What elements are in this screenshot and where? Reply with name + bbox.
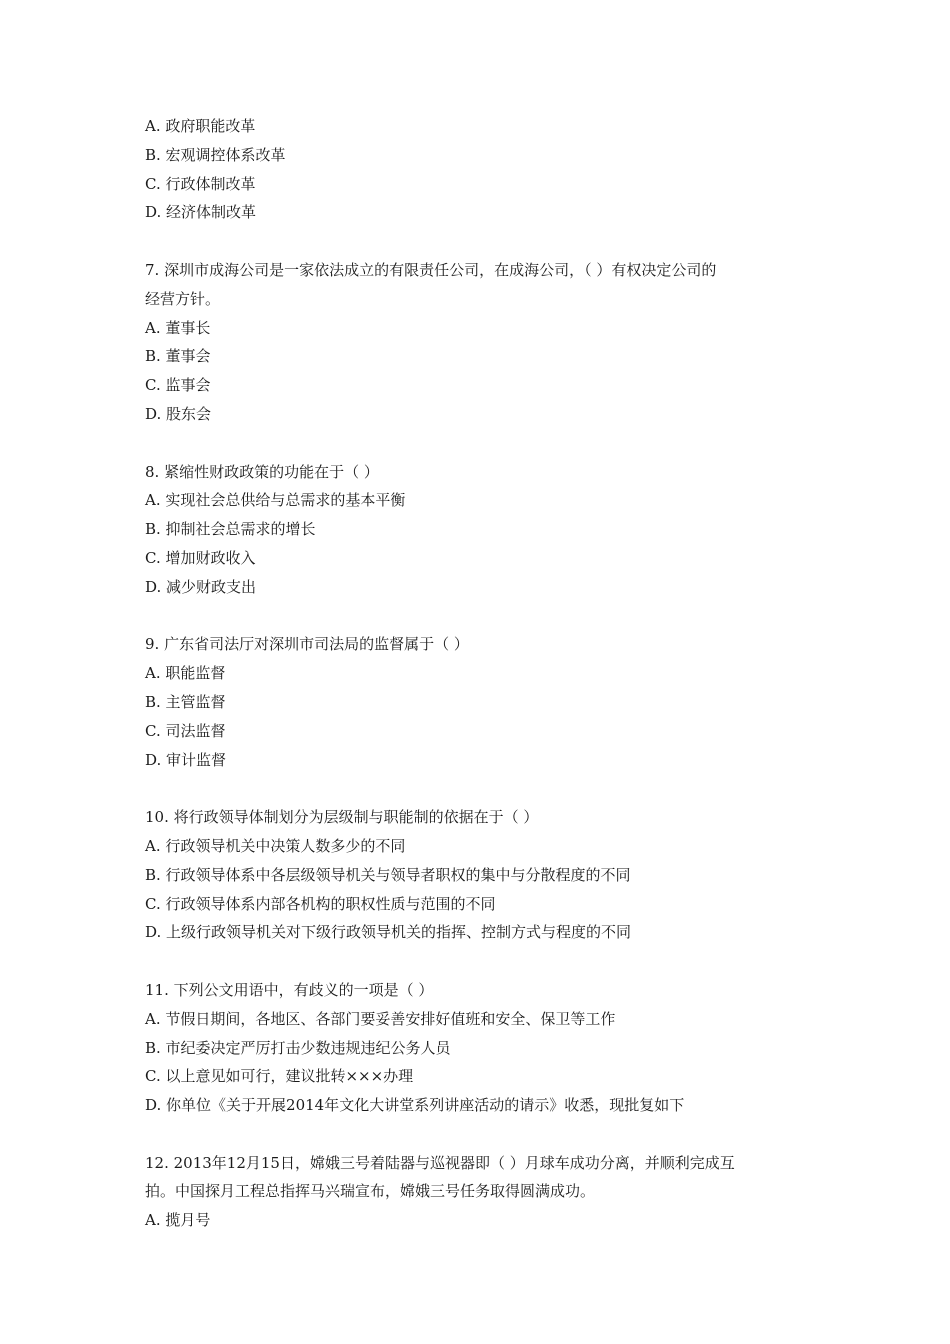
option-a: A. 行政领导机关中决策人数多少的不同: [145, 836, 406, 855]
option-b: B. 行政领导体系中各层级领导机关与领导者职权的集中与分散程度的不同: [145, 865, 631, 884]
question-stem: 11. 下列公文用语中，有歧义的一项是（ ）: [145, 980, 434, 999]
option-c: C. 以上意见如可行，建议批转×××办理: [145, 1067, 414, 1086]
question-10: [145, 803, 805, 947]
option-a: A. 节假日期间，各地区、各部门要妥善安排好值班和安全、保卫等工作: [145, 1009, 616, 1028]
option-d: D. 减少财政支出: [145, 577, 257, 596]
option-c: C. 行政领导体系内部各机构的职权性质与范围的不同: [145, 894, 496, 913]
question-12: [145, 1149, 805, 1235]
option-d: D. 你单位《关于开展2014年文化大讲堂系列讲座活动的请示》收悉，现批复如下: [145, 1096, 685, 1115]
option-d: D. 审计监督: [145, 750, 227, 769]
option-d: D. 经济体制改革: [145, 203, 257, 222]
question-8: [145, 458, 805, 602]
option-a: A. 实现社会总供给与总需求的基本平衡: [145, 491, 406, 510]
option-a: A. 揽月号: [145, 1211, 211, 1230]
option-c: C. 监事会: [145, 376, 211, 395]
question-11: [145, 976, 805, 1120]
option-c: C. 行政体制改革: [145, 174, 256, 193]
question-list: [145, 112, 805, 1235]
option-a: A. 董事长: [145, 318, 211, 337]
question-7: [145, 256, 805, 429]
option-a: A. 职能监督: [145, 664, 226, 683]
spacer: [145, 947, 805, 976]
option-b: B. 董事会: [145, 347, 211, 366]
option-b: B. 主管监督: [145, 692, 226, 711]
spacer: [145, 227, 805, 256]
option-c: C. 司法监督: [145, 721, 226, 740]
question-stem: 12. 2013年12月15日，嫦娥三号着陆器与巡视器即（ ）月球车成功分离，并顺利完成互: [145, 1153, 735, 1172]
option-b: B. 宏观调控体系改革: [145, 145, 286, 164]
question-stem: 8. 紧缩性财政政策的功能在于（ ）: [145, 462, 379, 481]
option-a: A. 政府职能改革: [145, 117, 256, 135]
option-d: D. 上级行政领导机关对下级行政领导机关的指挥、控制方式与程度的不同: [145, 923, 632, 942]
question-stem-continued: 经营方针。: [145, 289, 221, 308]
option-b: B. 市纪委决定严厉打击少数违规违纪公务人员: [145, 1038, 451, 1057]
question-stem: 9. 广东省司法厅对深圳市司法局的监督属于（ ）: [145, 635, 469, 654]
spacer: [145, 429, 805, 458]
question-stem: 7. 深圳市成海公司是一家依法成立的有限责任公司，在成海公司，（ ）有权决定公司的: [145, 260, 717, 279]
question-stem-continued: 拍。中国探月工程总指挥马兴瑞宣布，嫦娥三号任务取得圆满成功。: [145, 1182, 596, 1201]
question-6-options: [145, 112, 805, 227]
question-stem: 10. 将行政领导体制划分为层级制与职能制的依据在于（ ）: [145, 808, 539, 827]
question-9: [145, 630, 805, 774]
spacer: [145, 1120, 805, 1149]
option-b: B. 抑制社会总需求的增长: [145, 520, 316, 539]
spacer: [145, 774, 805, 803]
spacer: [145, 602, 805, 631]
option-d: D. 股东会: [145, 404, 212, 423]
option-c: C. 增加财政收入: [145, 548, 256, 567]
